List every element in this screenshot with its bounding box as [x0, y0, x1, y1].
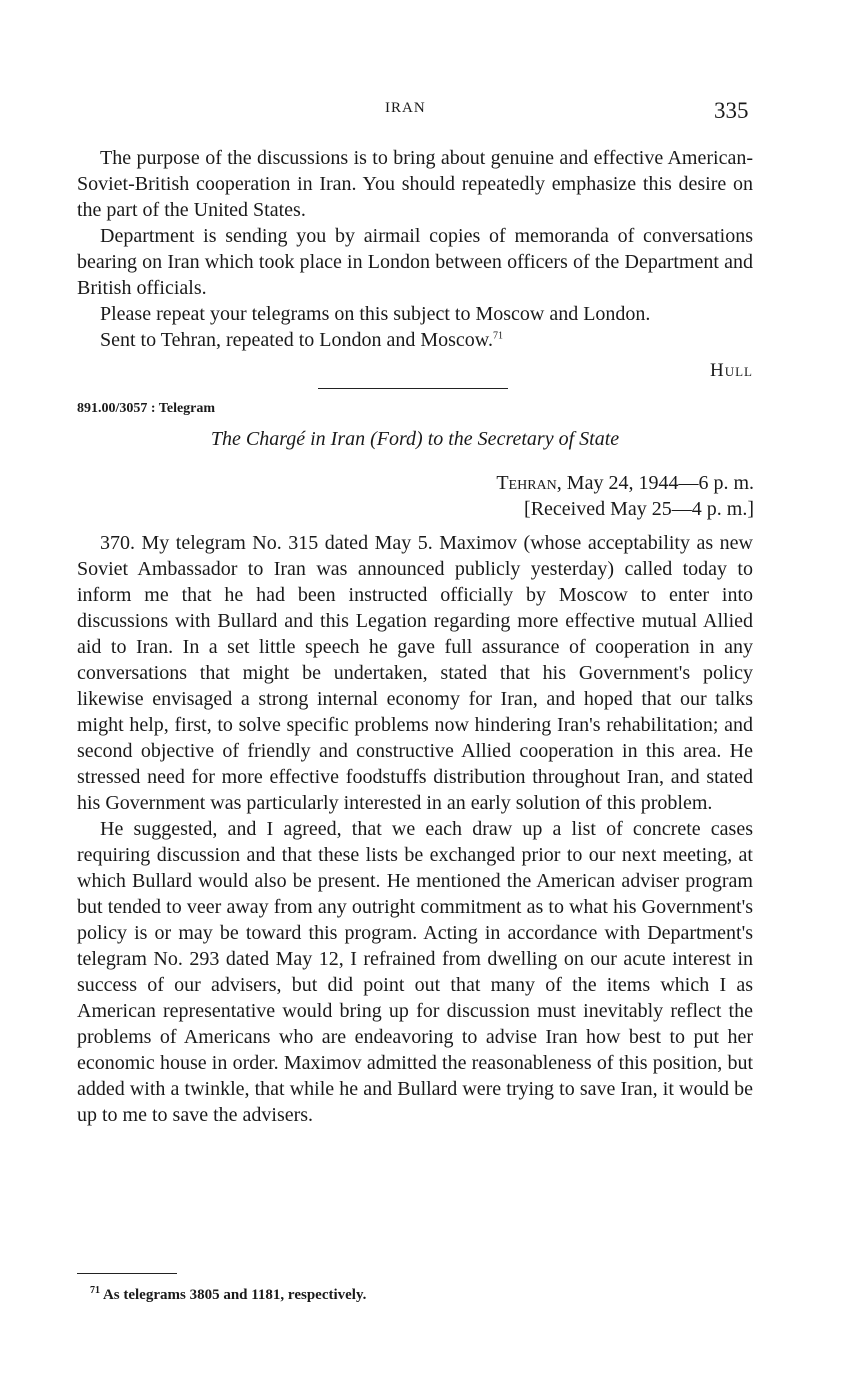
page-number: 335 [714, 98, 749, 123]
telegram-body [77, 530, 753, 1128]
document-heading: The Chargé in Iran (Ford) to the Secretary of State [210, 428, 620, 450]
dateline-date: May 24, 1944—6 p. m. [566, 472, 754, 494]
footnote-text: As telegrams 3805 and 1181, respectively. [102, 1287, 367, 1303]
dateline-place: Tehran, [496, 472, 562, 494]
footnote-marker: 71 [90, 1285, 100, 1296]
footnote-divider [77, 1273, 177, 1274]
footnote-ref: 71 [492, 330, 503, 342]
signature: Hull [710, 360, 753, 381]
sent-line-text: Sent to Tehran, repeated to London and Moscow. [100, 329, 493, 351]
paragraph: Department is sending you by airmail copies of memoranda of conversations bearing on Iran which took place in London between officers of the Department and British officials. [77, 225, 753, 299]
footnote [90, 1287, 366, 1304]
paragraph: Please repeat your telegrams on this subject to Moscow and London. [100, 303, 651, 325]
paragraph: 370. My telegram No. 315 dated May 5. Maximov (whose acceptability as new Soviet Ambassador to Iran was announced publicly yesterday) called today to inform me that he had been instructed officially by Moscow to enter into discussions with Bullard and this Legation regarding more effective mutual Allied aid to Iran. In a set little speech he gave full assurance of cooperation in any conversations that might be undertaken, stated that his Government's policy likewise envisaged a strong internal economy for Iran, and hoped that our talks might help, first, to solve specific problems now hindering Iran's rehabilitation; and second objective of friendly and constructive Allied cooperation in this area. He stressed need for more effective foodstuffs distribution throughout Iran, and stated his Government was particularly interested in an early solution of this problem. [77, 532, 753, 814]
sent-line [77, 327, 753, 353]
running-head: IRAN [385, 100, 426, 116]
file-reference: 891.00/3057 : Telegram [77, 401, 216, 416]
paragraph: The purpose of the discussions is to bring about genuine and effective American-Soviet-British cooperation in Iran. You should repeatedly emphasize this desire on the part of the United States. [77, 147, 753, 221]
section-divider [318, 388, 508, 389]
received-line: [Received May 25—4 p. m.] [524, 498, 754, 520]
dateline [496, 470, 754, 522]
dateline-line [496, 470, 754, 496]
paragraph: He suggested, and I agreed, that we each draw up a list of concrete cases requiring discussion and that these lists be exchanged prior to our next meeting, at which Bullard would also be present. He mentioned the American adviser program but tended to veer away from any outright commitment as to what his Government's policy is or may be toward this program. Acting in accordance with Department's telegram No. 293 dated May 12, I refrained from dwelling on our acute interest in success of our advisers, but did point out that many of the items which I as American representative would bring up for discussion must inevitably reflect the problems of Americans who are endeavoring to advise Iran how best to put her economic house in order. Maximov admitted the reasonableness of this position, but added with a twinkle, that while he and Bullard were trying to save Iran, it would be up to me to save the advisers. [77, 818, 753, 1126]
top-section [77, 145, 753, 353]
